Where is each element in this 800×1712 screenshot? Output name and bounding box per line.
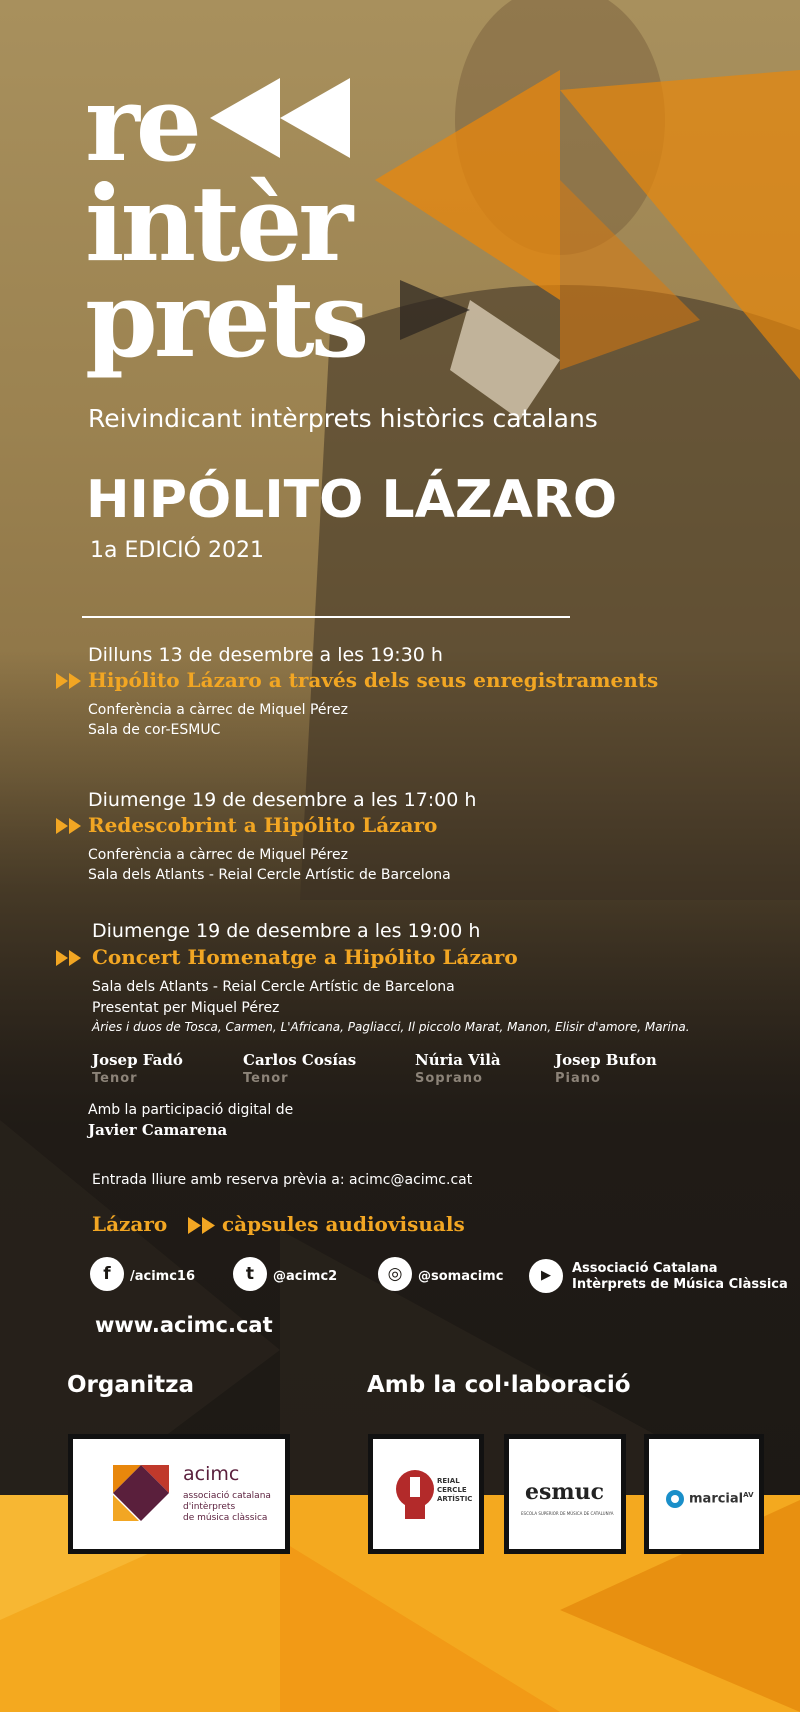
youtube-channel[interactable] — [572, 1261, 788, 1293]
facebook-handle[interactable]: /acimc16 — [130, 1269, 196, 1284]
acimc-logo-line1: associació catalana — [183, 1491, 271, 1501]
acimc-logo-icon — [113, 1465, 169, 1523]
event-3-date: Diumenge 19 de desembre a les 19:00 h — [92, 920, 481, 942]
reial-cercle-logo-box[interactable] — [368, 1434, 484, 1554]
esmuc-logo-name: esmuc — [525, 1479, 605, 1505]
subtitle: Reivindicant intèrprets històrics catalans — [88, 404, 598, 433]
twitter-handle[interactable]: @acimc2 — [273, 1269, 338, 1284]
acimc-logo-line3: de música clàssica — [183, 1513, 268, 1523]
marcial-logo-icon — [665, 1489, 685, 1509]
acimc-logo-text — [183, 1491, 271, 1524]
edition-label: 1a EDICIÓ 2021 — [90, 538, 264, 563]
performer-2-role: Tenor — [243, 1071, 289, 1086]
youtube-channel-line1: Associació Catalana — [572, 1261, 718, 1276]
marcial-logo-sup: AV — [743, 1491, 754, 1499]
performer-1-role: Tenor — [92, 1071, 138, 1086]
event-3-arrow-icon — [56, 950, 82, 966]
capsules-left: Lázaro — [92, 1212, 168, 1236]
event-1-arrow-icon — [56, 673, 82, 689]
performer-1-name: Josep Fadó — [92, 1051, 183, 1069]
acimc-logo-box[interactable] — [68, 1434, 290, 1554]
event-1-venue: Sala de cor-ESMUC — [88, 722, 221, 738]
event-2-title: Redescobrint a Hipólito Lázaro — [88, 813, 438, 837]
event-3-program: Àries i duos de Tosca, Carmen, L'Africana, Pagliacci, Il piccolo Marat, Manon, Elisir d'amore, Marina. — [92, 1020, 690, 1034]
performer-4-role: Piano — [555, 1071, 601, 1086]
esmuc-logo-sub: ESCOLA SUPERIOR DE MÚSICA DE CATALUNYA — [521, 1511, 614, 1516]
performer-3-name: Núria Vilà — [415, 1051, 501, 1069]
event-2-arrow-icon — [56, 818, 82, 834]
performer-4-name: Josep Bufon — [555, 1051, 657, 1069]
event-1-date: Dilluns 13 de desembre a les 19:30 h — [88, 644, 443, 666]
page-title: HIPÓLITO LÁZARO — [86, 470, 618, 530]
twitter-icon[interactable]: t — [233, 1257, 267, 1291]
logo-word-inter: intèr — [85, 162, 350, 285]
event-1-title: Hipólito Lázaro a través dels seus enregistraments — [88, 668, 659, 692]
acimc-logo-line2: d'intèrprets — [183, 1502, 236, 1512]
event-2-speaker: Conferència a càrrec de Miquel Pérez — [88, 847, 348, 863]
event-3-title: Concert Homenatge a Hipólito Lázaro — [92, 945, 518, 969]
event-1-speaker: Conferència a càrrec de Miquel Pérez — [88, 702, 348, 718]
marcial-logo-word: marcial — [689, 1491, 744, 1507]
collaboration-heading: Amb la col·laboració — [367, 1372, 631, 1398]
capsules-right: càpsules audiovisuals — [222, 1212, 465, 1236]
entry-info: Entrada lliure amb reserva prèvia a: acimc@acimc.cat — [92, 1172, 473, 1188]
event-3-presenter: Presentat per Miquel Pérez — [92, 1000, 280, 1016]
event-3-venue: Sala dels Atlants - Reial Cercle Artístic de Barcelona — [92, 979, 455, 995]
rewind-icon — [210, 78, 350, 158]
facebook-icon[interactable]: f — [90, 1257, 124, 1291]
esmuc-logo-box[interactable] — [504, 1434, 626, 1554]
event-2-venue: Sala dels Atlants - Reial Cercle Artístic de Barcelona — [88, 867, 451, 883]
youtube-channel-line2: Intèrprets de Música Clàssica — [572, 1277, 788, 1292]
acimc-logo-name: acimc — [183, 1463, 240, 1485]
instagram-handle[interactable]: @somacimc — [418, 1269, 504, 1284]
performer-2-name: Carlos Cosías — [243, 1051, 357, 1069]
digital-guest-name: Javier Camarena — [88, 1121, 228, 1139]
digital-label: Amb la participació digital de — [88, 1102, 294, 1118]
youtube-icon[interactable]: ▶ — [529, 1259, 563, 1293]
website-link[interactable]: www.acimc.cat — [95, 1313, 273, 1337]
marcial-logo-name — [689, 1491, 754, 1506]
marcial-logo-box[interactable] — [644, 1434, 764, 1554]
instagram-icon[interactable]: ◎ — [378, 1257, 412, 1291]
logo-word-re: re — [85, 62, 198, 185]
event-2-date: Diumenge 19 de desembre a les 17:00 h — [88, 789, 477, 811]
performer-3-role: Soprano — [415, 1071, 483, 1086]
capsules-arrow-icon — [188, 1217, 216, 1234]
reial-cercle-logo-text: REIAL CERCLE ARTÍSTIC — [437, 1477, 473, 1503]
organizer-heading: Organitza — [67, 1372, 195, 1398]
logo-word-prets: prets — [85, 258, 366, 381]
reial-cercle-logo-icon — [395, 1469, 435, 1521]
